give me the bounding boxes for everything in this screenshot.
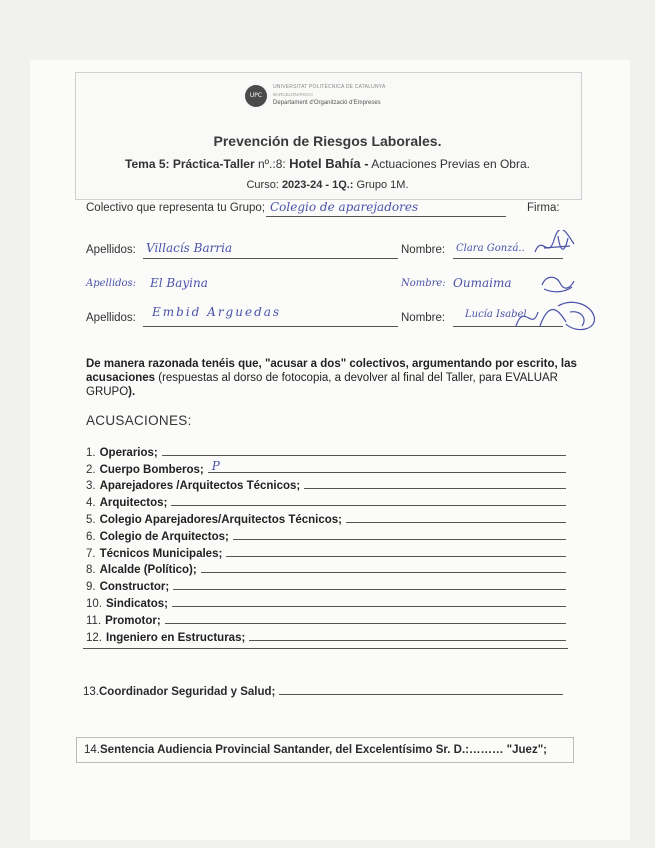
list-item: 9. Constructor; [86, 576, 566, 593]
upc-logo-icon: UPC [245, 85, 267, 107]
firma-label: Firma: [527, 202, 560, 214]
apellidos-label-1: Apellidos: [86, 244, 136, 256]
instructions-normal: (respuestas al dorso de fotocopia, a devolver al final del Taller, para EVALUAR GRUPO [86, 372, 558, 398]
answer-line[interactable] [304, 488, 566, 489]
answer-line[interactable] [162, 455, 566, 456]
answer-line[interactable] [233, 539, 566, 540]
list-item: 2. Cuerpo Bomberos; P [86, 459, 566, 476]
colectivo-line [266, 216, 506, 217]
instructions-end: ). [128, 386, 136, 398]
course-label: Curso: [246, 179, 279, 191]
course-value: 2023-24 - 1Q.: [281, 179, 354, 191]
subtitle-number: nº.:8: [258, 157, 286, 171]
subtitle-rest: Actuaciones Previas en Obra. [371, 157, 530, 171]
answer-line[interactable] [279, 694, 563, 695]
handwritten-mark: P [211, 458, 220, 473]
colectivo-handwritten[interactable]: Colegio de aparejadores [270, 200, 419, 214]
document-title: Prevención de Riesgos Laborales. [213, 133, 442, 149]
apellidos-line-3 [143, 326, 398, 327]
answer-line[interactable] [208, 458, 566, 473]
nombre-label-3: Nombre: [401, 312, 446, 324]
list-item: 8. Alcalde (Político); [86, 560, 566, 577]
list-item: 7. Técnicos Municipales; [86, 543, 566, 560]
university-subname: BARCELONATECH [273, 92, 313, 97]
answer-line[interactable] [165, 623, 566, 624]
department-name: Departament d'Organització d'Empreses [273, 100, 381, 106]
instructions-paragraph [86, 357, 586, 399]
list-item: 11. Promotor; [86, 610, 566, 627]
document-subtitle [0, 156, 655, 171]
apellidos-value-3[interactable]: Embid Arguedas [152, 305, 282, 319]
list-item: 12. Ingeniero en Estructuras; [86, 627, 566, 644]
list-item-14-box [76, 737, 574, 763]
answer-line[interactable] [226, 556, 566, 557]
subtitle-hotel: Hotel Bahía - [289, 156, 369, 171]
apellidos-label-2: Apellidos: [86, 278, 137, 289]
apellidos-label-3: Apellidos: [86, 312, 136, 324]
answer-line[interactable] [172, 606, 566, 607]
answer-line[interactable] [201, 572, 566, 573]
list-item: 6. Colegio de Arquitectos; [86, 526, 566, 543]
course-line [0, 179, 655, 191]
answer-line[interactable] [249, 640, 566, 641]
item13-label: Coordinador Seguridad y Salud; [99, 686, 276, 698]
list-divider [83, 648, 568, 649]
list-item: 1. Operarios; [86, 442, 566, 459]
nombre-value-2[interactable]: Oumaima [453, 276, 512, 290]
colectivo-label: Colectivo que representa tu Grupo; [86, 202, 265, 214]
university-name: UNIVERSITAT POLITÈCNICA DE CATALUNYA [273, 84, 386, 90]
accusations-list [86, 442, 566, 644]
nombre-value-3[interactable]: Lucía Isabel [465, 309, 527, 320]
signature-1 [530, 230, 580, 262]
university-logo [245, 84, 386, 107]
list-item: 10. Sindicatos; [86, 593, 566, 610]
nombre-label-1: Nombre: [401, 244, 446, 256]
list-item: 5. Colegio Aparejadores/Arquitectos Técnicos; [86, 509, 566, 526]
list-item-13 [83, 686, 563, 698]
item14-num: 14. [84, 744, 100, 756]
course-group: Grupo 1M. [356, 179, 409, 191]
item13-num: 13. [83, 686, 99, 698]
nombre-label-2: Nombre: [401, 278, 446, 289]
list-item: 3. Aparejadores /Arquitectos Técnicos; [86, 476, 566, 493]
instructions-bold: De manera razonada tenéis que, "acusar a dos" colectivos, argumentando por escrito, las acusaciones [86, 358, 577, 384]
apellidos-line-1 [143, 258, 398, 259]
apellidos-value-1[interactable]: Villacís Barria [146, 241, 233, 255]
answer-line[interactable] [173, 589, 566, 590]
signature-3 [510, 292, 602, 338]
subtitle-prefix: Tema 5: Práctica-Taller [125, 157, 255, 171]
list-item: 4. Arquitectos; [86, 492, 566, 509]
accusations-heading: ACUSACIONES: [86, 413, 192, 428]
nombre-value-1[interactable]: Clara Gonzá.. [456, 243, 525, 254]
answer-line[interactable] [171, 505, 566, 506]
answer-line[interactable] [346, 522, 566, 523]
apellidos-value-2[interactable]: El Bayina [150, 276, 208, 290]
item14-label: Sentencia Audiencia Provincial Santander, del Excelentísimo Sr. D.:……… "Juez"; [100, 744, 547, 756]
